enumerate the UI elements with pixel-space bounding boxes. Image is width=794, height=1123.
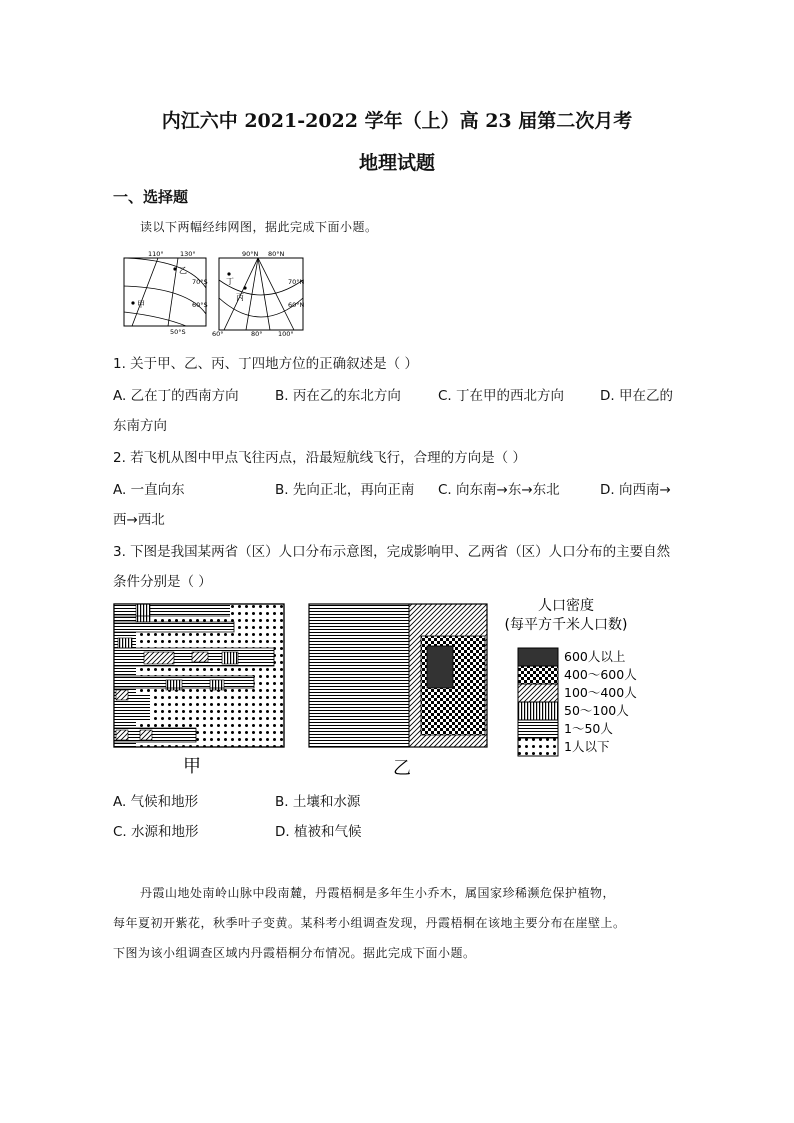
left-map-meridian bbox=[132, 258, 158, 326]
q3-option-c[interactable]: C. 水源和地形 bbox=[113, 824, 199, 840]
panel-yi-label: 乙 bbox=[393, 758, 411, 779]
left-lat-label-2: 50°S bbox=[170, 328, 186, 336]
right-top-label-1: 80°N bbox=[268, 250, 285, 258]
legend-swatches bbox=[518, 648, 558, 756]
panel-jia-map bbox=[114, 604, 284, 747]
right-bottom-label-2: 100° bbox=[278, 330, 294, 338]
point-bing-label: 丙 bbox=[236, 293, 244, 302]
q2-stem: 2. 若飞机从图中甲点飞往丙点，沿最短航线飞行，合理的方向是（ ） bbox=[113, 450, 526, 466]
right-bottom-label-0: 60° bbox=[212, 330, 224, 338]
legend-label-2: 100～400人 bbox=[564, 685, 637, 700]
q1-option-c[interactable]: C. 丁在甲的西北方向 bbox=[438, 388, 565, 404]
left-lon-label-0: 110° bbox=[148, 250, 164, 258]
q1-stem: 1. 关于甲、乙、丙、丁四地方位的正确叙述是（ ） bbox=[113, 356, 418, 372]
q3-option-a[interactable]: A. 气候和地形 bbox=[113, 794, 199, 810]
panel-jia-label: 甲 bbox=[183, 756, 201, 777]
legend-swatch-below1 bbox=[518, 738, 558, 756]
q2-option-c[interactable]: C. 向东南→东→东北 bbox=[438, 482, 560, 498]
legend-swatch-50-100 bbox=[518, 702, 558, 720]
q2-option-a[interactable]: A. 一直向东 bbox=[113, 482, 185, 498]
q3-option-d[interactable]: D. 植被和气候 bbox=[275, 824, 362, 840]
legend-swatch-400-600 bbox=[518, 666, 558, 684]
q1-option-d-wrap: 东南方向 bbox=[113, 418, 167, 434]
q3-stem-2: 条件分别是（ ） bbox=[113, 574, 212, 590]
point-yi-marker bbox=[173, 267, 176, 270]
legend-swatch-1-50 bbox=[518, 720, 558, 738]
q2-option-b[interactable]: B. 先向正北，再向正南 bbox=[275, 482, 415, 498]
point-ding-marker bbox=[227, 272, 230, 275]
point-ding-label: 丁 bbox=[226, 277, 234, 286]
q3-option-b[interactable]: B. 土壤和水源 bbox=[275, 794, 361, 810]
left-lat-label-0: 70°S bbox=[192, 278, 208, 286]
passage-line-3: 下图为该小组调查区域内丹霞梧桐分布情况。据此完成下面小题。 bbox=[113, 946, 476, 960]
section-heading: 一、选择题 bbox=[113, 188, 189, 206]
q1-option-a[interactable]: A. 乙在丁的西南方向 bbox=[113, 388, 239, 404]
panel-yi-map bbox=[309, 604, 487, 747]
q1-option-b[interactable]: B. 丙在乙的东北方向 bbox=[275, 388, 401, 404]
graticule-maps bbox=[118, 248, 318, 340]
passage-line-2: 每年夏初开紫花，秋季叶子变黄。某科考小组调查发现，丹霞梧桐在该地主要分布在崖壁上。 bbox=[113, 916, 626, 930]
legend-label-5: 1人以下 bbox=[564, 739, 610, 754]
right-lat-label-0: 70°N bbox=[288, 278, 305, 286]
q1-option-d[interactable]: D. 甲在乙的 bbox=[600, 388, 673, 404]
legend-title: 人口密度 bbox=[538, 598, 594, 614]
q2-option-d[interactable]: D. 向西南→ bbox=[600, 482, 671, 498]
population-density-figure bbox=[110, 596, 670, 782]
left-lat-label-1: 60°S bbox=[192, 301, 208, 309]
legend-label-4: 1～50人 bbox=[564, 721, 613, 736]
right-top-label-0: 90°N bbox=[242, 250, 259, 258]
right-bottom-label-1: 80° bbox=[251, 330, 263, 338]
passage-line-1: 丹霞山地处南岭山脉中段南麓，丹霞梧桐是多年生小乔木，属国家珍稀濒危保护植物， bbox=[140, 886, 616, 900]
intro-text: 读以下两幅经纬网图，据此完成下面小题。 bbox=[140, 220, 378, 234]
legend-swatch-100-400 bbox=[518, 684, 558, 702]
left-lon-label-1: 130° bbox=[180, 250, 196, 258]
legend-label-0: 600人以上 bbox=[564, 649, 626, 664]
legend-swatch-600plus bbox=[518, 648, 558, 666]
page-subtitle: 地理试题 bbox=[358, 152, 435, 174]
q3-stem: 3. 下图是我国某两省（区）人口分布示意图，完成影响甲、乙两省（区）人口分布的主要自然 bbox=[113, 544, 671, 560]
q2-option-d-wrap: 西→西北 bbox=[113, 512, 165, 528]
right-map-frame bbox=[219, 258, 303, 330]
point-yi-label: 乙 bbox=[179, 266, 187, 275]
page-title: 内江六中 2021-2022 学年（上）高 23 届第二次月考 bbox=[161, 110, 633, 132]
legend-label-1: 400～600人 bbox=[564, 667, 637, 682]
point-jia-marker bbox=[131, 301, 134, 304]
right-lat-label-1: 60°N bbox=[288, 301, 305, 309]
legend-label-3: 50～100人 bbox=[564, 703, 629, 718]
point-jia-label: 甲 bbox=[137, 300, 145, 309]
point-bing-marker bbox=[243, 286, 246, 289]
legend-subtitle: (每平方千米人口数) bbox=[504, 617, 628, 633]
